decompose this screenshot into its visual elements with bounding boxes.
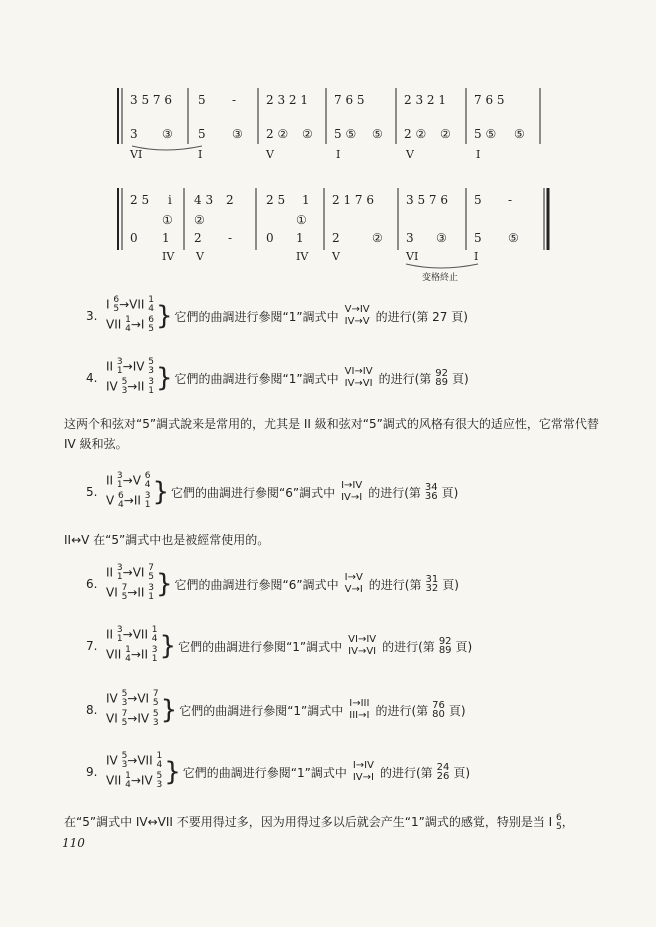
svg-text:-: - bbox=[228, 231, 233, 245]
svg-text:5: 5 bbox=[198, 93, 206, 107]
item-text: 它們的曲調进行參閱“1”調式中 bbox=[179, 703, 344, 718]
svg-text:V: V bbox=[332, 250, 340, 263]
svg-text:I: I bbox=[198, 148, 203, 161]
music-system-1 bbox=[110, 84, 550, 164]
svg-text:IV: IV bbox=[296, 250, 309, 263]
svg-text:2 1 7 6: 2 1 7 6 bbox=[332, 193, 374, 207]
svg-text:7 6 5: 7 6 5 bbox=[334, 93, 365, 107]
svg-text:3: 3 bbox=[130, 127, 138, 141]
item-number: 8. bbox=[86, 703, 98, 717]
item-text: 它們的曲調进行參閱“1”調式中 bbox=[174, 371, 339, 386]
svg-text:2 ②: 2 ② bbox=[266, 127, 289, 141]
r1-n1: 3 5 7 6 bbox=[130, 93, 172, 107]
svg-text:②: ② bbox=[194, 213, 205, 227]
progression-item: 8. IV 5 3→VI 7 5 VI 7 5→IV 5 3 } 它們的曲調进行參閱“1”調式中 I→III III→I 的进行(第 76 80 頁) bbox=[86, 689, 466, 728]
svg-text:V: V bbox=[196, 250, 204, 263]
svg-text:①: ① bbox=[296, 213, 307, 227]
svg-text:1: 1 bbox=[162, 231, 170, 245]
item-number: 7. bbox=[86, 639, 98, 653]
svg-text:-: - bbox=[508, 193, 513, 207]
svg-text:1: 1 bbox=[296, 231, 304, 245]
svg-text:2 5: 2 5 bbox=[266, 193, 286, 207]
svg-text:2: 2 bbox=[332, 231, 340, 245]
svg-text:⑤: ⑤ bbox=[514, 127, 525, 141]
svg-text:③: ③ bbox=[162, 127, 173, 141]
svg-text:V: V bbox=[406, 148, 414, 161]
page-number: 110 bbox=[62, 836, 85, 850]
progression-item: 4. II 3 1→IV 5 3 IV 5 3→II 3 1 } 它們的曲調进行參閱“1”調式中 VI→IV IV→VI 的进行(第 92 89 頁) bbox=[86, 357, 469, 396]
svg-text:5 ⑤: 5 ⑤ bbox=[474, 127, 497, 141]
svg-text:②: ② bbox=[372, 231, 383, 245]
item-number: 4. bbox=[86, 371, 98, 385]
item-text: 它們的曲調进行參閱“6”調式中 bbox=[174, 577, 339, 592]
item-text: 它們的曲調进行參閱“1”調式中 bbox=[178, 639, 343, 654]
cadence-caption: 变格終止 bbox=[422, 273, 459, 283]
svg-text:i: i bbox=[168, 193, 172, 207]
svg-text:5: 5 bbox=[198, 127, 206, 141]
progression-item: 6. II 3 1→VI 7 5 VI 7 5→II 3 1 } 它們的曲調进行參閱“6”調式中 I→V V→I 的进行(第 31 32 頁) bbox=[86, 563, 459, 602]
svg-text:IV: IV bbox=[162, 250, 175, 263]
item-text: 它們的曲調进行參閱“1”調式中 bbox=[182, 765, 347, 780]
svg-text:③: ③ bbox=[436, 231, 447, 245]
item-number: 5. bbox=[86, 485, 98, 499]
paragraph-3: 在“5”調式中 IV↔VII 不要用得过多，因为用得过多以后就会产生“1”調式的感覚，特别是当 I 6 5， bbox=[64, 812, 574, 832]
svg-text:I: I bbox=[476, 148, 481, 161]
svg-text:I: I bbox=[336, 148, 341, 161]
svg-text:3 5 7 6: 3 5 7 6 bbox=[406, 193, 448, 207]
paragraph-1: 这两个和弦对“5”調式說来是常用的，尤其是 II 級和弦对“5”調式的风格有很大的适应性，它常常代替 IV 級和弦。 bbox=[64, 417, 599, 451]
progression-item: 7. II 3 1→VII 1 4 VII 1 4→II 3 1 } 它們的曲調进行參閱“1”調式中 VI→IV IV→VI 的进行(第 92 89 頁) bbox=[86, 625, 473, 664]
svg-text:VI: VI bbox=[406, 250, 419, 263]
svg-text:1: 1 bbox=[302, 193, 310, 207]
svg-text:5: 5 bbox=[474, 193, 482, 207]
svg-text:②: ② bbox=[440, 127, 451, 141]
svg-text:I: I bbox=[474, 250, 479, 263]
svg-text:2 3 2 1: 2 3 2 1 bbox=[404, 93, 446, 107]
progression-item: 9. IV 5 3→VII 1 4 VII 1 4→IV 5 3 } 它們的曲調进行參閱“1”調式中 I→IV IV→I 的进行(第 24 26 頁) bbox=[86, 751, 471, 790]
progression-item: 5. II 3 1→V 6 4 V 6 4→II 3 1 } 它們的曲調进行參閱“6”調式中 I→IV IV→I 的进行(第 34 36 頁) bbox=[86, 471, 459, 510]
svg-text:3: 3 bbox=[406, 231, 414, 245]
svg-text:VI: VI bbox=[130, 148, 143, 161]
item-number: 6. bbox=[86, 577, 98, 591]
svg-text:5 ⑤: 5 ⑤ bbox=[334, 127, 357, 141]
para3-fraction: 6 5 bbox=[556, 812, 562, 832]
music-system-2 bbox=[110, 184, 550, 284]
svg-text:⑤: ⑤ bbox=[508, 231, 519, 245]
svg-text:V: V bbox=[266, 148, 274, 161]
item-number: 9. bbox=[86, 765, 98, 779]
svg-text:7 6 5: 7 6 5 bbox=[474, 93, 505, 107]
svg-text:①: ① bbox=[162, 213, 173, 227]
svg-text:2 3 2 1: 2 3 2 1 bbox=[266, 93, 308, 107]
svg-text:⑤: ⑤ bbox=[372, 127, 383, 141]
paragraph-2: II↔V 在“5”調式中也是被經常使用的。 bbox=[64, 533, 270, 547]
item-text: 它們的曲調进行參閱“6”調式中 bbox=[171, 485, 336, 500]
progression-item: 3. I 6 5→VII 1 4 VII 1 4→I 6 5 } 它們的曲調进行參閱“1”調式中 V→IV IV→V 的进行(第 27 頁) bbox=[86, 295, 468, 334]
svg-text:2 ②: 2 ② bbox=[404, 127, 427, 141]
svg-text:-: - bbox=[232, 93, 237, 107]
svg-text:2 5: 2 5 bbox=[130, 193, 150, 207]
item-number: 3. bbox=[86, 309, 98, 323]
item-text: 它們的曲調进行參閱“1”調式中 bbox=[174, 309, 339, 324]
svg-text:2: 2 bbox=[226, 193, 234, 207]
svg-text:②: ② bbox=[302, 127, 313, 141]
svg-text:0: 0 bbox=[130, 231, 138, 245]
svg-text:4 3: 4 3 bbox=[194, 193, 214, 207]
svg-text:0: 0 bbox=[266, 231, 274, 245]
svg-text:5: 5 bbox=[474, 231, 482, 245]
svg-text:2: 2 bbox=[194, 231, 202, 245]
svg-text:③: ③ bbox=[232, 127, 243, 141]
